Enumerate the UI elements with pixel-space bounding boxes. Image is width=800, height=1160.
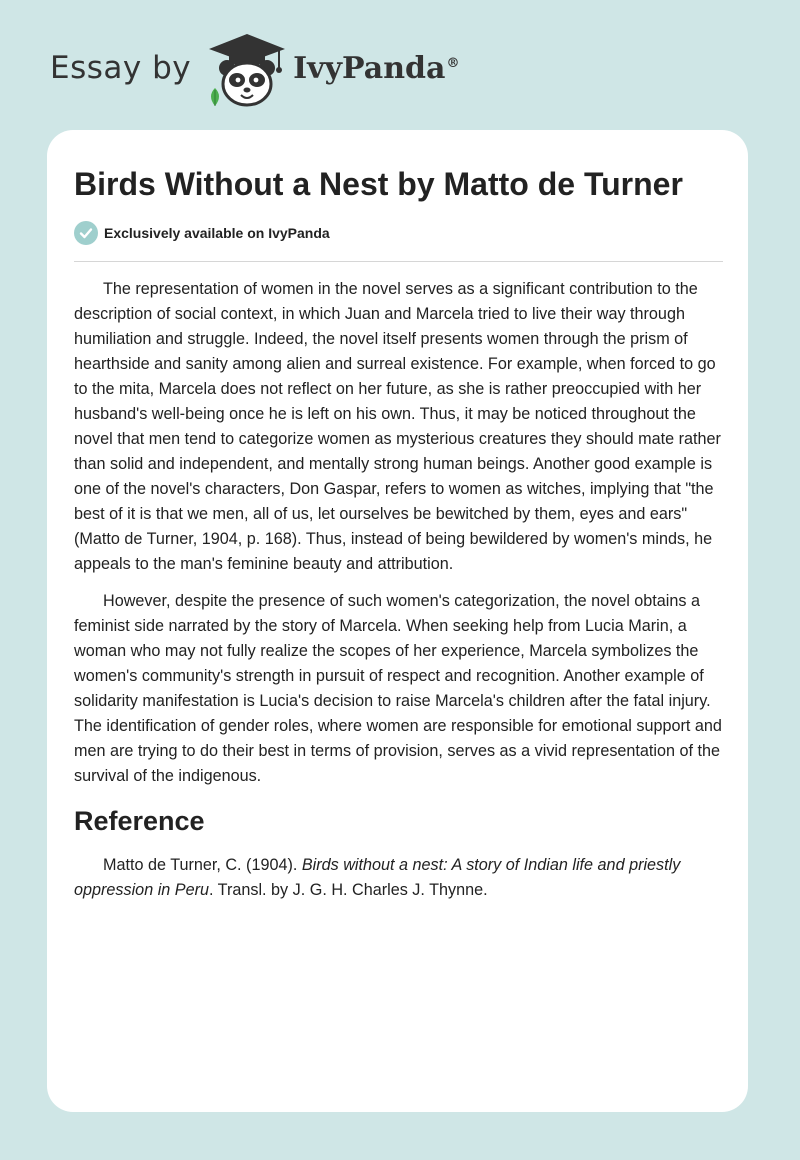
- title-divider: [74, 261, 723, 262]
- essay-by-label: Essay by: [50, 50, 192, 86]
- essay-paragraph: However, despite the presence of such women's categorization, the novel obtains a feminist side narrated by the story of Marcela. When seeking help from Lucia Marin, a woman who may not fully realize the scopes of her experience, Marcela symbolizes the women's community's strength in pursuit of respect and recognition. Another example of solidarity manifestation is Lucia's decision to raise Marcela's children after the fatal injury. The identification of gender roles, where women are responsible for emotional support and men are trying to do their best in terms of provision, serves as a vivid representation of the survival of the indigenous.: [74, 592, 722, 785]
- availability-label: Exclusively available on IvyPanda: [104, 225, 330, 241]
- registered-mark: ®: [446, 55, 460, 71]
- reference-author-year: Matto de Turner, C. (1904).: [103, 856, 302, 874]
- brand-name-text: IvyPanda: [293, 50, 446, 86]
- reference-book-title: Birds without a nest: A story of Indian life and priestly oppression in Peru: [74, 856, 681, 899]
- availability-badge: [74, 221, 330, 245]
- essay-title: Birds Without a Nest by Matto de Turner: [74, 166, 683, 202]
- reference-rest: . Transl. by J. G. H. Charles J. Thynne.: [208, 881, 488, 899]
- brand-name[interactable]: [293, 51, 459, 86]
- panda-logo-icon[interactable]: [205, 30, 289, 110]
- check-circle-icon: [74, 221, 98, 245]
- essay-body: [74, 277, 726, 915]
- site-header: [50, 30, 459, 110]
- essay-paragraph: The representation of women in the novel serves as a significant contribution to the description of social context, in which Juan and Marcela tried to live their way through humiliation and struggle. Indeed, the novel itself presents women through the prism of hearthside and sanity among alien and surreal existence. For example, when forced to go to the mita, Marcela does not reflect on her future, as she is rather preoccupied with her husband's well-being once he is left on his own. Thus, it may be noticed throughout the novel that men tend to categorize women as mysterious creatures they should mate rather than solid and independent, and mentally strong human beings. Another good example is one of the novel's characters, Don Gaspar, refers to women as witches, implying that "the best of it is that we men, all of us, let ourselves be bewitched by them, eyes and ears" (Matto de Turner, 1904, p. 168). Thus, instead of being bewildered by women's minds, he appeals to the man's feminine beauty and attribution.: [74, 280, 721, 573]
- essay-card: [47, 130, 748, 1112]
- reference-heading: Reference: [74, 806, 205, 836]
- reference-entry: [74, 853, 726, 903]
